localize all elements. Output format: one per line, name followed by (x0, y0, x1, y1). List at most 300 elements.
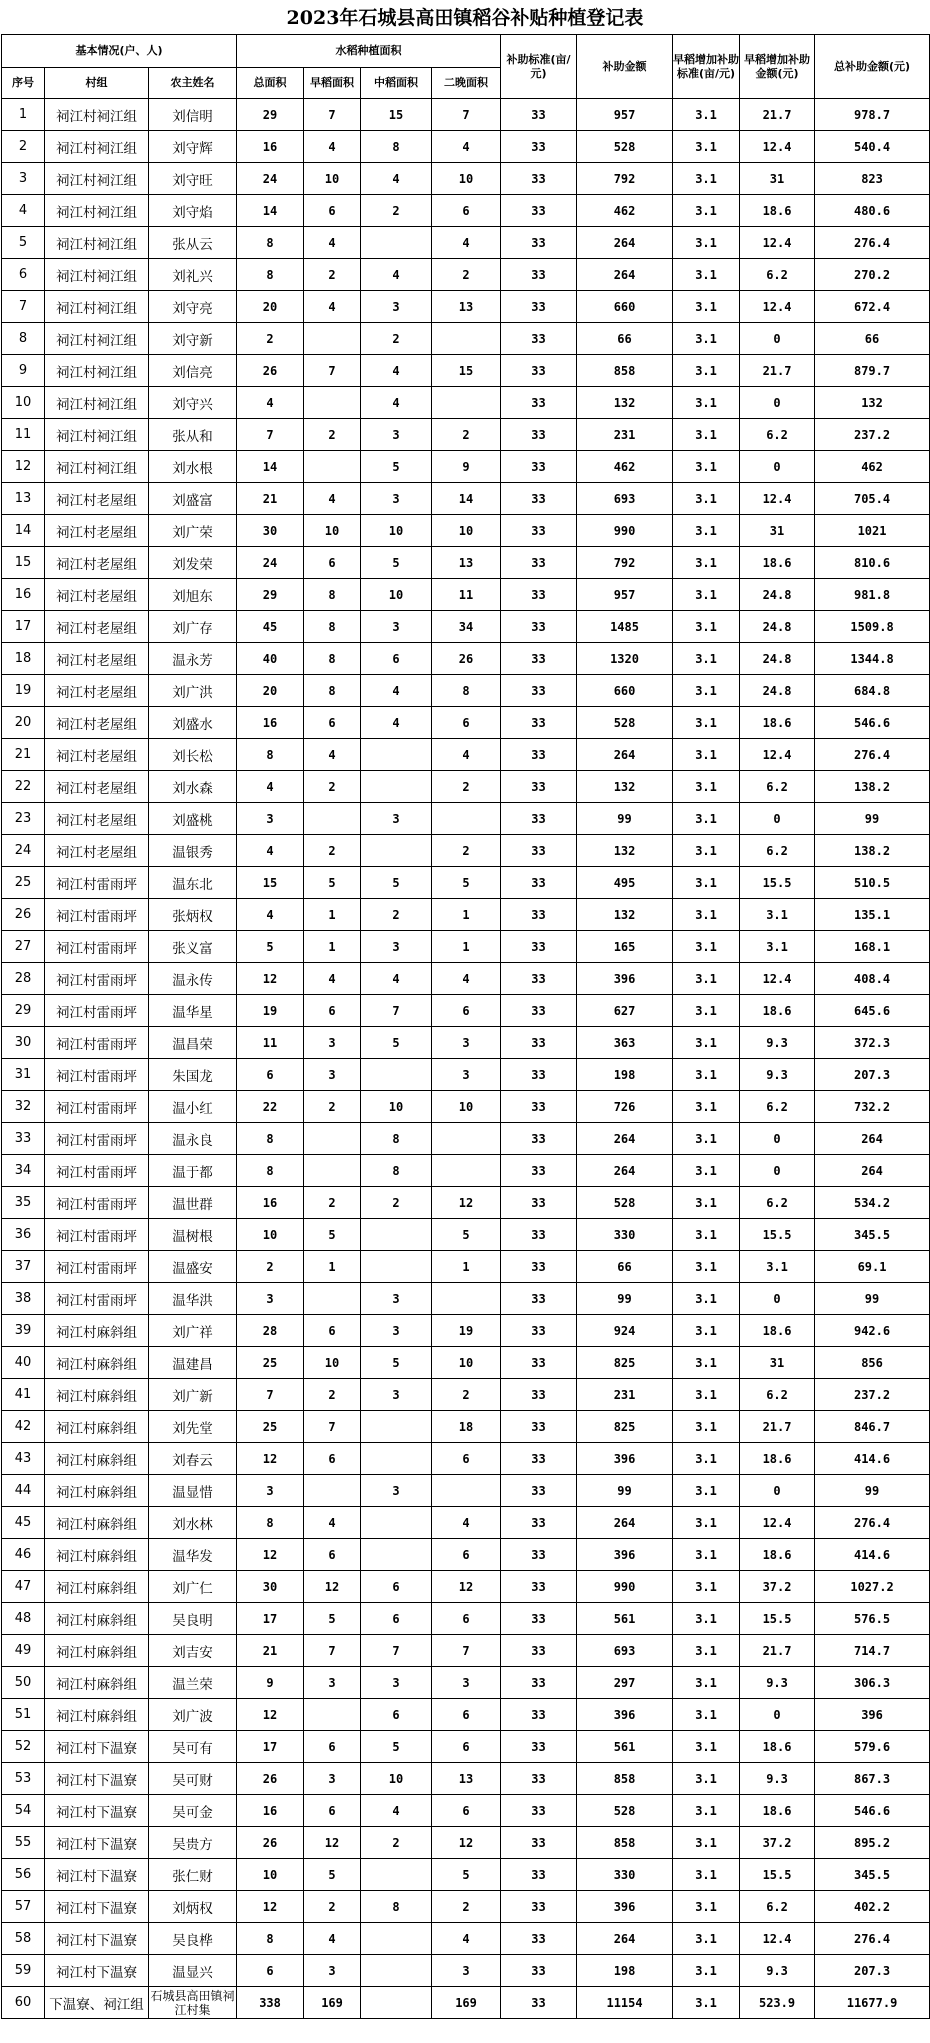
cell-total: 276.4 (815, 227, 930, 259)
table-row (2, 195, 930, 227)
cell-std: 33 (501, 579, 577, 611)
cell-village: 祠江村下温寮 (45, 1731, 149, 1763)
cell-early-area: 4 (304, 483, 361, 515)
cell-seq: 11 (2, 419, 45, 451)
cell-early-amt: 37.2 (740, 1827, 815, 1859)
cell-early-std: 3.1 (673, 611, 740, 643)
cell-amount: 264 (577, 1923, 673, 1955)
table-row (2, 1379, 930, 1411)
cell-mid-area: 4 (361, 675, 432, 707)
cell-total: 1027.2 (815, 1571, 930, 1603)
cell-early-area: 3 (304, 1027, 361, 1059)
cell-total-area: 8 (237, 1507, 304, 1539)
cell-early-area: 8 (304, 611, 361, 643)
cell-total-area: 40 (237, 643, 304, 675)
cell-seq: 53 (2, 1763, 45, 1795)
cell-early-area: 3 (304, 1955, 361, 1987)
cell-early-area: 12 (304, 1571, 361, 1603)
cell-amount: 99 (577, 803, 673, 835)
cell-late-area: 10 (432, 1091, 501, 1123)
cell-seq: 46 (2, 1539, 45, 1571)
cell-total: 276.4 (815, 1923, 930, 1955)
header-late-area: 二晚面积 (432, 68, 501, 99)
cell-village: 祠江村雷雨坪 (45, 1027, 149, 1059)
cell-late-area: 4 (432, 1923, 501, 1955)
cell-total: 99 (815, 1475, 930, 1507)
cell-late-area: 4 (432, 963, 501, 995)
cell-village: 祠江村麻斜组 (45, 1443, 149, 1475)
cell-early-std: 3.1 (673, 1795, 740, 1827)
table-row (2, 387, 930, 419)
cell-total: 264 (815, 1123, 930, 1155)
cell-std: 33 (501, 1667, 577, 1699)
cell-std: 33 (501, 803, 577, 835)
cell-early-area: 7 (304, 99, 361, 131)
cell-seq: 25 (2, 867, 45, 899)
cell-name: 刘广波 (149, 1699, 237, 1731)
cell-early-std: 3.1 (673, 643, 740, 675)
cell-name: 温盛安 (149, 1251, 237, 1283)
cell-early-amt: 3.1 (740, 931, 815, 963)
cell-seq: 42 (2, 1411, 45, 1443)
cell-amount: 132 (577, 899, 673, 931)
cell-amount: 726 (577, 1091, 673, 1123)
cell-late-area (432, 803, 501, 835)
cell-amount: 132 (577, 771, 673, 803)
cell-seq: 55 (2, 1827, 45, 1859)
cell-mid-area: 6 (361, 1603, 432, 1635)
cell-name: 刘守亮 (149, 291, 237, 323)
cell-late-area: 169 (432, 1987, 501, 2019)
cell-early-std: 3.1 (673, 99, 740, 131)
cell-early-area: 3 (304, 1763, 361, 1795)
cell-mid-area: 8 (361, 131, 432, 163)
cell-total: 856 (815, 1347, 930, 1379)
cell-late-area: 6 (432, 195, 501, 227)
cell-early-std: 3.1 (673, 419, 740, 451)
cell-total: 345.5 (815, 1219, 930, 1251)
cell-seq: 5 (2, 227, 45, 259)
cell-early-amt: 0 (740, 1123, 815, 1155)
table-row (2, 1635, 930, 1667)
cell-seq: 23 (2, 803, 45, 835)
cell-early-std: 3.1 (673, 867, 740, 899)
cell-total-area: 2 (237, 1251, 304, 1283)
cell-seq: 19 (2, 675, 45, 707)
cell-name: 刘广新 (149, 1379, 237, 1411)
cell-seq: 17 (2, 611, 45, 643)
cell-late-area: 6 (432, 1603, 501, 1635)
cell-late-area: 2 (432, 771, 501, 803)
cell-total: 705.4 (815, 483, 930, 515)
cell-std: 33 (501, 931, 577, 963)
cell-name: 温于都 (149, 1155, 237, 1187)
cell-mid-area (361, 1411, 432, 1443)
cell-std: 33 (501, 355, 577, 387)
table-row (2, 1699, 930, 1731)
cell-mid-area: 3 (361, 1315, 432, 1347)
cell-name: 张仁财 (149, 1859, 237, 1891)
cell-seq: 18 (2, 643, 45, 675)
cell-early-amt: 12.4 (740, 227, 815, 259)
cell-early-area: 2 (304, 1091, 361, 1123)
cell-early-area: 5 (304, 1859, 361, 1891)
cell-early-std: 3.1 (673, 1411, 740, 1443)
cell-late-area: 10 (432, 1347, 501, 1379)
table-row (2, 963, 930, 995)
cell-early-amt: 0 (740, 1475, 815, 1507)
cell-mid-area: 4 (361, 1795, 432, 1827)
table-row (2, 547, 930, 579)
cell-late-area: 10 (432, 515, 501, 547)
cell-seq: 50 (2, 1667, 45, 1699)
cell-village: 祠江村老屋组 (45, 707, 149, 739)
header-total: 总补助金额(元) (815, 35, 930, 99)
cell-name: 刘炳权 (149, 1891, 237, 1923)
cell-total-area: 30 (237, 1571, 304, 1603)
cell-total: 237.2 (815, 1379, 930, 1411)
cell-early-area: 12 (304, 1827, 361, 1859)
cell-total-area: 25 (237, 1347, 304, 1379)
table-row (2, 995, 930, 1027)
cell-std: 33 (501, 515, 577, 547)
cell-name: 温兰荣 (149, 1667, 237, 1699)
cell-village: 祠江村麻斜组 (45, 1347, 149, 1379)
cell-early-amt: 0 (740, 803, 815, 835)
cell-seq: 20 (2, 707, 45, 739)
cell-late-area: 6 (432, 1443, 501, 1475)
cell-early-area: 8 (304, 579, 361, 611)
cell-early-area: 7 (304, 1635, 361, 1667)
cell-village: 祠江村麻斜组 (45, 1475, 149, 1507)
cell-name: 刘先堂 (149, 1411, 237, 1443)
cell-seq: 30 (2, 1027, 45, 1059)
cell-early-area: 4 (304, 963, 361, 995)
cell-village: 祠江村老屋组 (45, 739, 149, 771)
cell-early-amt: 18.6 (740, 547, 815, 579)
cell-seq: 12 (2, 451, 45, 483)
cell-village: 祠江村雷雨坪 (45, 867, 149, 899)
cell-early-area: 2 (304, 771, 361, 803)
cell-std: 33 (501, 675, 577, 707)
cell-early-std: 3.1 (673, 675, 740, 707)
cell-std: 33 (501, 419, 577, 451)
cell-std: 33 (501, 1539, 577, 1571)
cell-mid-area: 4 (361, 355, 432, 387)
cell-total-area: 45 (237, 611, 304, 643)
cell-late-area: 6 (432, 1795, 501, 1827)
cell-early-area: 2 (304, 1891, 361, 1923)
cell-early-amt: 0 (740, 1155, 815, 1187)
cell-early-amt: 12.4 (740, 963, 815, 995)
cell-early-amt: 31 (740, 515, 815, 547)
cell-village: 祠江村祠江组 (45, 323, 149, 355)
cell-mid-area (361, 835, 432, 867)
cell-early-std: 3.1 (673, 323, 740, 355)
cell-std: 33 (501, 835, 577, 867)
cell-total-area: 4 (237, 387, 304, 419)
cell-name: 温小红 (149, 1091, 237, 1123)
cell-seq: 10 (2, 387, 45, 419)
cell-total: 1021 (815, 515, 930, 547)
subsidy-table (1, 34, 930, 2019)
cell-total: 396 (815, 1699, 930, 1731)
cell-mid-area: 2 (361, 195, 432, 227)
cell-std: 33 (501, 1251, 577, 1283)
cell-early-std: 3.1 (673, 803, 740, 835)
cell-early-area: 8 (304, 675, 361, 707)
cell-std: 33 (501, 707, 577, 739)
cell-early-area: 10 (304, 1347, 361, 1379)
cell-village: 祠江村老屋组 (45, 835, 149, 867)
cell-late-area: 4 (432, 227, 501, 259)
cell-total: 1509.8 (815, 611, 930, 643)
cell-amount: 99 (577, 1283, 673, 1315)
cell-total-area: 30 (237, 515, 304, 547)
cell-total: 672.4 (815, 291, 930, 323)
cell-early-area: 6 (304, 547, 361, 579)
cell-village: 祠江村祠江组 (45, 131, 149, 163)
cell-amount: 264 (577, 227, 673, 259)
cell-amount: 957 (577, 579, 673, 611)
cell-early-area: 6 (304, 1539, 361, 1571)
table-body (2, 99, 930, 2019)
cell-mid-area: 3 (361, 1283, 432, 1315)
cell-early-area: 6 (304, 1443, 361, 1475)
cell-village: 祠江村麻斜组 (45, 1571, 149, 1603)
cell-mid-area: 10 (361, 579, 432, 611)
cell-total-area: 3 (237, 1283, 304, 1315)
cell-village: 祠江村麻斜组 (45, 1379, 149, 1411)
cell-village: 祠江村祠江组 (45, 291, 149, 323)
table-row (2, 1891, 930, 1923)
cell-early-area: 2 (304, 1379, 361, 1411)
cell-mid-area: 10 (361, 515, 432, 547)
cell-early-area (304, 1699, 361, 1731)
cell-early-amt: 523.9 (740, 1987, 815, 2019)
header-mid-area: 中稻面积 (361, 68, 432, 99)
cell-early-std: 3.1 (673, 259, 740, 291)
cell-mid-area: 7 (361, 1635, 432, 1667)
cell-early-amt: 9.3 (740, 1955, 815, 1987)
cell-early-std: 3.1 (673, 931, 740, 963)
cell-total: 895.2 (815, 1827, 930, 1859)
cell-std: 33 (501, 195, 577, 227)
cell-total: 66 (815, 323, 930, 355)
cell-total-area: 14 (237, 451, 304, 483)
cell-std: 33 (501, 483, 577, 515)
cell-std: 33 (501, 771, 577, 803)
cell-early-std: 3.1 (673, 547, 740, 579)
cell-total-area: 5 (237, 931, 304, 963)
cell-std: 33 (501, 547, 577, 579)
table-row (2, 323, 930, 355)
cell-early-std: 3.1 (673, 771, 740, 803)
cell-amount: 693 (577, 483, 673, 515)
cell-total: 135.1 (815, 899, 930, 931)
cell-early-std: 3.1 (673, 835, 740, 867)
cell-std: 33 (501, 1155, 577, 1187)
cell-late-area: 6 (432, 1539, 501, 1571)
cell-late-area: 1 (432, 1251, 501, 1283)
table-row (2, 899, 930, 931)
cell-total-area: 338 (237, 1987, 304, 2019)
cell-village: 祠江村雷雨坪 (45, 1251, 149, 1283)
header-early-area: 早稻面积 (304, 68, 361, 99)
cell-early-amt: 6.2 (740, 419, 815, 451)
cell-early-amt: 15.5 (740, 1603, 815, 1635)
cell-village: 祠江村祠江组 (45, 163, 149, 195)
cell-early-std: 3.1 (673, 1027, 740, 1059)
cell-early-std: 3.1 (673, 387, 740, 419)
cell-name: 刘旭东 (149, 579, 237, 611)
cell-early-std: 3.1 (673, 1603, 740, 1635)
cell-amount: 561 (577, 1603, 673, 1635)
cell-name: 温显惜 (149, 1475, 237, 1507)
cell-total-area: 12 (237, 963, 304, 995)
cell-mid-area: 3 (361, 291, 432, 323)
cell-village: 祠江村祠江组 (45, 195, 149, 227)
table-row (2, 1603, 930, 1635)
cell-early-area: 4 (304, 131, 361, 163)
cell-mid-area: 5 (361, 547, 432, 579)
cell-name: 朱国龙 (149, 1059, 237, 1091)
cell-seq: 24 (2, 835, 45, 867)
cell-total-area: 21 (237, 1635, 304, 1667)
table-row (2, 1411, 930, 1443)
cell-early-area: 7 (304, 355, 361, 387)
cell-early-amt: 3.1 (740, 899, 815, 931)
cell-std: 33 (501, 1315, 577, 1347)
cell-village: 祠江村雷雨坪 (45, 899, 149, 931)
cell-std: 33 (501, 1283, 577, 1315)
cell-mid-area: 3 (361, 1475, 432, 1507)
cell-name: 石城县高田镇祠江村集 (149, 1987, 237, 2019)
cell-std: 33 (501, 611, 577, 643)
cell-total: 138.2 (815, 835, 930, 867)
table-row (2, 1955, 930, 1987)
cell-seq: 41 (2, 1379, 45, 1411)
cell-village: 祠江村雷雨坪 (45, 1123, 149, 1155)
cell-amount: 528 (577, 1187, 673, 1219)
cell-total-area: 16 (237, 131, 304, 163)
cell-village: 祠江村祠江组 (45, 355, 149, 387)
cell-total-area: 9 (237, 1667, 304, 1699)
cell-early-amt: 21.7 (740, 99, 815, 131)
cell-village: 祠江村下温寮 (45, 1923, 149, 1955)
cell-seq: 13 (2, 483, 45, 515)
cell-total-area: 16 (237, 1187, 304, 1219)
cell-total-area: 11 (237, 1027, 304, 1059)
cell-late-area: 26 (432, 643, 501, 675)
cell-early-area: 1 (304, 1251, 361, 1283)
table-row (2, 1859, 930, 1891)
cell-early-amt: 6.2 (740, 1091, 815, 1123)
cell-mid-area (361, 771, 432, 803)
cell-seq: 1 (2, 99, 45, 131)
cell-mid-area: 5 (361, 451, 432, 483)
table-row (2, 1795, 930, 1827)
cell-name: 吴良桦 (149, 1923, 237, 1955)
cell-name: 温银秀 (149, 835, 237, 867)
cell-std: 33 (501, 1347, 577, 1379)
cell-mid-area: 15 (361, 99, 432, 131)
table-row (2, 1731, 930, 1763)
cell-total-area: 14 (237, 195, 304, 227)
cell-village: 祠江村麻斜组 (45, 1603, 149, 1635)
cell-seq: 26 (2, 899, 45, 931)
cell-early-area: 7 (304, 1411, 361, 1443)
cell-name: 刘信明 (149, 99, 237, 131)
cell-seq: 52 (2, 1731, 45, 1763)
cell-total-area: 25 (237, 1411, 304, 1443)
table-row (2, 451, 930, 483)
cell-late-area: 34 (432, 611, 501, 643)
cell-late-area: 3 (432, 1027, 501, 1059)
cell-mid-area (361, 739, 432, 771)
cell-early-std: 3.1 (673, 1187, 740, 1219)
cell-total-area: 19 (237, 995, 304, 1027)
table-row (2, 515, 930, 547)
cell-mid-area: 6 (361, 1571, 432, 1603)
cell-early-amt: 9.3 (740, 1667, 815, 1699)
cell-total-area: 2 (237, 323, 304, 355)
cell-name: 刘水根 (149, 451, 237, 483)
cell-early-std: 3.1 (673, 291, 740, 323)
cell-early-std: 3.1 (673, 131, 740, 163)
cell-village: 祠江村下温寮 (45, 1795, 149, 1827)
cell-village: 祠江村雷雨坪 (45, 1091, 149, 1123)
cell-late-area: 3 (432, 1059, 501, 1091)
cell-total: 132 (815, 387, 930, 419)
cell-early-amt: 6.2 (740, 1187, 815, 1219)
cell-mid-area (361, 227, 432, 259)
cell-early-area (304, 1475, 361, 1507)
cell-std: 33 (501, 1411, 577, 1443)
cell-std: 33 (501, 1859, 577, 1891)
cell-mid-area: 10 (361, 1091, 432, 1123)
cell-total: 462 (815, 451, 930, 483)
table-row (2, 1507, 930, 1539)
cell-seq: 38 (2, 1283, 45, 1315)
cell-early-std: 3.1 (673, 355, 740, 387)
cell-name: 张炳权 (149, 899, 237, 931)
cell-early-area: 1 (304, 899, 361, 931)
cell-mid-area (361, 1987, 432, 2019)
cell-early-amt: 31 (740, 1347, 815, 1379)
cell-total: 402.2 (815, 1891, 930, 1923)
table-row (2, 931, 930, 963)
cell-late-area: 1 (432, 899, 501, 931)
cell-name: 温显兴 (149, 1955, 237, 1987)
cell-seq: 35 (2, 1187, 45, 1219)
cell-late-area: 19 (432, 1315, 501, 1347)
cell-amount: 198 (577, 1955, 673, 1987)
cell-seq: 29 (2, 995, 45, 1027)
cell-early-std: 3.1 (673, 515, 740, 547)
table-row (2, 739, 930, 771)
cell-std: 33 (501, 131, 577, 163)
cell-amount: 132 (577, 387, 673, 419)
cell-early-amt: 21.7 (740, 1635, 815, 1667)
cell-total-area: 17 (237, 1603, 304, 1635)
cell-amount: 627 (577, 995, 673, 1027)
table-row (2, 1219, 930, 1251)
table-row (2, 1187, 930, 1219)
table-row (2, 611, 930, 643)
cell-amount: 264 (577, 1123, 673, 1155)
table-row (2, 1475, 930, 1507)
